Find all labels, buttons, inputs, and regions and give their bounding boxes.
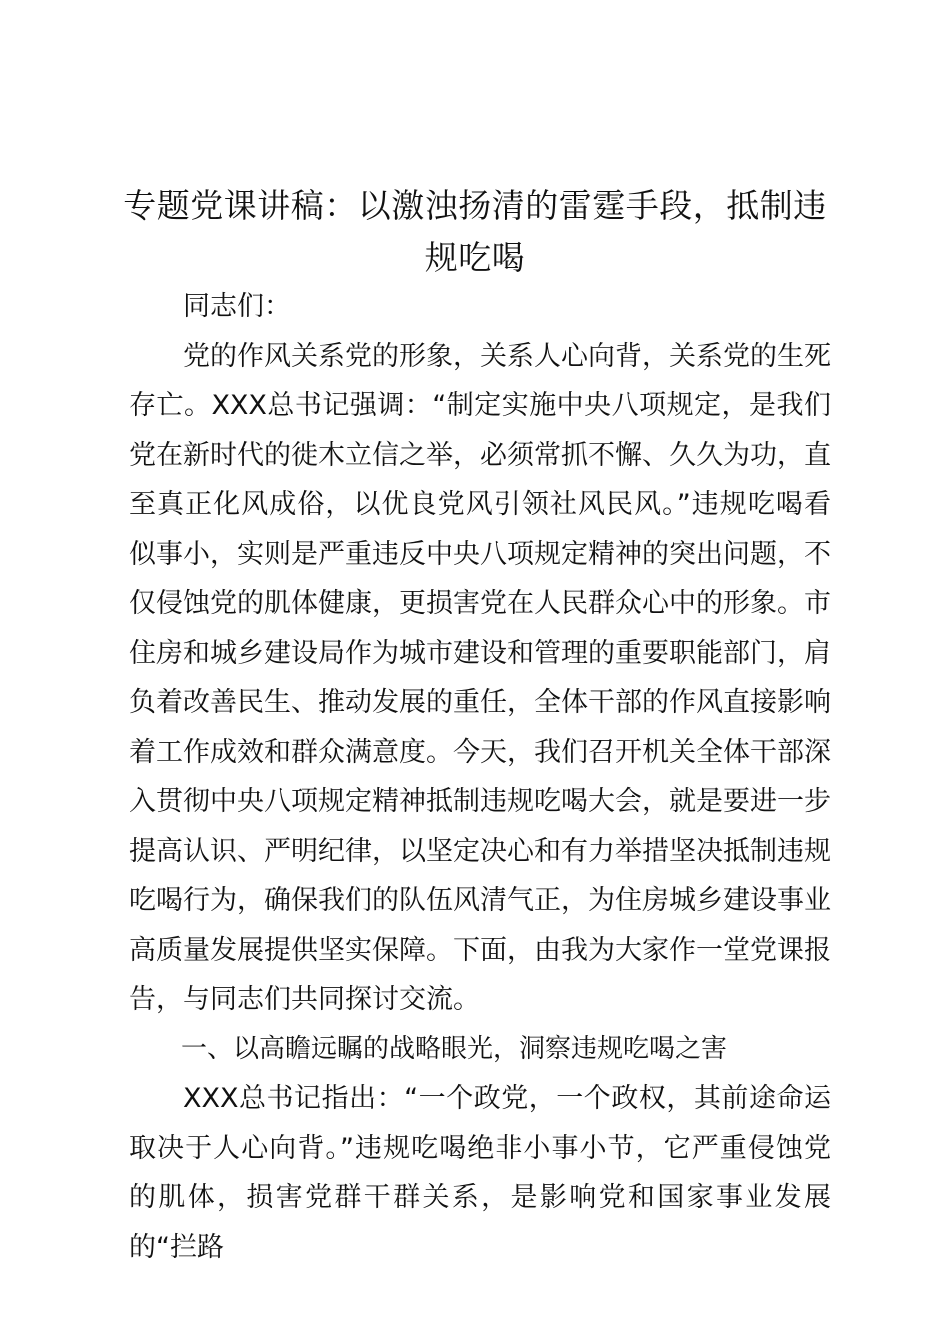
document-title: 专题党课讲稿：以激浊扬清的雷霆手段，抵制违规吃喝 (123, 186, 827, 277)
salutation: 同志们： (183, 291, 291, 322)
section-paragraph: XXX总书记指出：“一个政党，一个政权，其前途命运取决于人心向背。”违规吃喝绝非小事小节，它严重侵蚀党的肌体，损害党群干群关系，是影响党和国家事业发展的“拦路 (129, 1083, 831, 1263)
document-body (129, 282, 831, 1272)
intro-paragraph: 党的作风关系党的形象，关系人心向背，关系党的生死存亡。XXX总书记强调：“制定实施中央八项规定，是我们党在新时代的徙木立信之举，必须常抓不懈、久久为功，直至真正化风成俗，以优良党风引领社风民风。”违规吃喝看似事小，实则是严重违反中央八项规定精神的突出问题，不仅侵蚀党的肌体健康，更损害党在人民群众心中的形象。市住房和城乡建设局作为城市建设和管理的重要职能部门，肩负着改善民生、推动发展的重任，全体干部的作风直接影响着工作成效和群众满意度。今天，我们召开机关全体干部深入贯彻中央八项规定精神抵制违规吃喝大会，就是要进一步提高认识、严明纪律，以坚定决心和有力举措坚决抵制违规吃喝行为，确保我们的队伍风清气正，为住房城乡建设事业高质量发展提供坚实保障。下面，由我为大家作一堂党课报告，与同志们共同探讨交流。 (129, 340, 831, 1015)
section-heading: 一、以高瞻远瞩的战略眼光，洞察违规吃喝之害 (181, 1033, 728, 1064)
